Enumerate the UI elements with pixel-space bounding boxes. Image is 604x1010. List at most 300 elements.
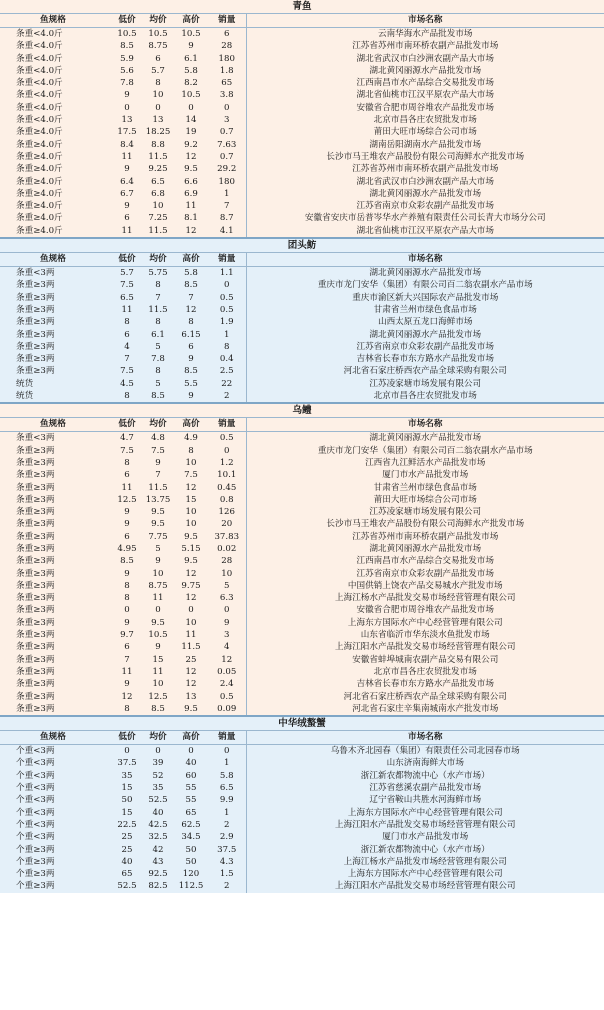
cell-low-price: 35 bbox=[121, 770, 133, 781]
cell-avg-price: 5.75 bbox=[148, 268, 168, 279]
cell-high-price: 8 bbox=[188, 445, 194, 456]
cell-volume: 0.05 bbox=[217, 666, 237, 677]
cell-high-price: 55 bbox=[185, 783, 197, 794]
cell-avg-price: 5.7 bbox=[151, 65, 165, 76]
cell-high-price: 19 bbox=[185, 127, 197, 138]
cell-volume: 0 bbox=[224, 280, 230, 291]
cell-volume: 1.9 bbox=[219, 317, 234, 328]
cell-spec: 条重≥3两 bbox=[16, 593, 55, 604]
cell-volume: 1.2 bbox=[219, 457, 234, 468]
cell-market-name: 安徽省安庆市岳普岑华水产养殖有限责任公司长青大市场分公司 bbox=[246, 212, 604, 224]
table-row bbox=[0, 65, 604, 77]
cell-high-price: 11.5 bbox=[181, 642, 201, 653]
cell-volume: 0.45 bbox=[217, 482, 237, 493]
cell-high-price: 4.9 bbox=[184, 433, 198, 444]
cell-volume: 5 bbox=[224, 580, 230, 591]
cell-low-price: 6 bbox=[124, 213, 130, 224]
cell-avg-price: 0 bbox=[155, 102, 161, 113]
cell-volume: 0.8 bbox=[219, 494, 234, 505]
cell-avg-price: 9 bbox=[155, 457, 161, 468]
cell-low-price: 52.5 bbox=[117, 881, 137, 892]
column-header-high-price: 高价 bbox=[174, 418, 208, 432]
cell-market-name: 辽宁省鞍山共胜水河海鲜市场 bbox=[246, 794, 604, 806]
cell-avg-price: 9 bbox=[155, 556, 161, 567]
cell-high-price: 9.2 bbox=[184, 139, 198, 150]
cell-volume: 4 bbox=[224, 642, 230, 653]
cell-high-price: 5.8 bbox=[184, 65, 198, 76]
cell-volume: 5.8 bbox=[219, 770, 234, 781]
cell-volume: 6.5 bbox=[219, 783, 234, 794]
cell-volume: 0.5 bbox=[219, 304, 234, 315]
section-title: 中华绒螯蟹 bbox=[0, 717, 604, 731]
cell-high-price: 60 bbox=[185, 770, 197, 781]
table-row bbox=[0, 831, 604, 843]
cell-low-price: 8.5 bbox=[120, 41, 134, 52]
cell-avg-price: 32.5 bbox=[148, 832, 168, 843]
price-table bbox=[0, 14, 604, 237]
cell-avg-price: 6.5 bbox=[151, 176, 165, 187]
cell-low-price: 0 bbox=[124, 605, 130, 616]
cell-market-name: 上海江阳水产品批发交易市场经营管理有限公司 bbox=[246, 641, 604, 653]
cell-high-price: 12 bbox=[185, 225, 197, 236]
cell-market-name: 江西省九江鲜活水产品批发市场 bbox=[246, 457, 604, 469]
cell-market-name: 江苏省慈溪农副产品批发市场 bbox=[246, 782, 604, 794]
table-row bbox=[0, 378, 604, 390]
column-header-spec: 鱼规格 bbox=[0, 731, 112, 745]
cell-low-price: 9 bbox=[124, 568, 130, 579]
cell-low-price: 7.5 bbox=[120, 445, 134, 456]
cell-avg-price: 10 bbox=[152, 90, 164, 101]
cell-volume: 7.63 bbox=[217, 139, 237, 150]
cell-low-price: 11 bbox=[121, 304, 133, 315]
cell-spec: 条重<4.0斤 bbox=[16, 115, 63, 126]
column-header-spec: 鱼规格 bbox=[0, 14, 112, 28]
table-row bbox=[0, 212, 604, 224]
cell-avg-price: 43 bbox=[152, 856, 164, 867]
cell-market-name: 长沙市马王堆农产品股份有限公司海鲜水产批发市场 bbox=[246, 518, 604, 530]
cell-avg-price: 9.5 bbox=[151, 617, 165, 628]
cell-low-price: 8.4 bbox=[120, 139, 134, 150]
cell-market-name: 中国供销上饶农产品交易城水产批发市场 bbox=[246, 580, 604, 592]
cell-spec: 条重≥3两 bbox=[16, 354, 55, 365]
cell-spec: 条重≥3两 bbox=[16, 341, 55, 352]
table-row bbox=[0, 666, 604, 678]
cell-spec: 条重≥4.0斤 bbox=[16, 213, 63, 224]
cell-spec: 个重≥3两 bbox=[16, 856, 55, 867]
cell-volume: 9 bbox=[224, 617, 230, 628]
cell-market-name: 湖南岳阳湖南水产品批发市场 bbox=[246, 139, 604, 151]
cell-spec: 条重≥3两 bbox=[16, 304, 55, 315]
table-header-row bbox=[0, 253, 604, 267]
table-row bbox=[0, 225, 604, 237]
cell-avg-price: 11 bbox=[152, 593, 164, 604]
cell-high-price: 8.5 bbox=[184, 280, 198, 291]
cell-market-name: 江苏省南京市众彩农副产品批发市场 bbox=[246, 568, 604, 580]
cell-spec: 条重≥3两 bbox=[16, 470, 55, 481]
cell-high-price: 8.2 bbox=[184, 78, 198, 89]
cell-high-price: 55 bbox=[185, 795, 197, 806]
cell-spec: 条重≥3两 bbox=[16, 630, 55, 641]
cell-avg-price: 15 bbox=[152, 654, 164, 665]
cell-market-name: 江苏省南京市众彩农副产品批发市场 bbox=[246, 200, 604, 212]
cell-spec: 个重<3两 bbox=[16, 746, 55, 757]
cell-market-name: 江苏省南京市众彩农副产品批发市场 bbox=[246, 341, 604, 353]
cell-market-name: 安徽省合肥市周谷堆农产品批发市场 bbox=[246, 102, 604, 114]
table-row bbox=[0, 678, 604, 690]
cell-volume: 20 bbox=[221, 519, 233, 530]
cell-market-name: 山东省临沂市华东淡水鱼批发市场 bbox=[246, 629, 604, 641]
cell-volume: 180 bbox=[218, 176, 235, 187]
cell-spec: 条重≥3两 bbox=[16, 329, 55, 340]
cell-volume: 0.7 bbox=[219, 151, 234, 162]
cell-low-price: 11 bbox=[121, 225, 133, 236]
table-row bbox=[0, 126, 604, 138]
cell-low-price: 13 bbox=[121, 115, 133, 126]
table-row bbox=[0, 654, 604, 666]
cell-spec: 条重≥3两 bbox=[16, 543, 55, 554]
cell-volume: 180 bbox=[218, 53, 235, 64]
table-row bbox=[0, 531, 604, 543]
cell-low-price: 65 bbox=[121, 869, 133, 880]
cell-low-price: 37.5 bbox=[117, 758, 137, 769]
cell-low-price: 17.5 bbox=[117, 127, 137, 138]
cell-avg-price: 13 bbox=[152, 115, 164, 126]
cell-market-name: 重庆市龙门安华（集团）有限公司百二翁农副水产品市场 bbox=[246, 445, 604, 457]
cell-avg-price: 9 bbox=[155, 642, 161, 653]
cell-volume: 9.9 bbox=[219, 795, 234, 806]
cell-low-price: 7 bbox=[124, 354, 130, 365]
cell-market-name: 山东济南海鲜大市场 bbox=[246, 757, 604, 769]
cell-low-price: 40 bbox=[121, 856, 133, 867]
table-row bbox=[0, 691, 604, 703]
cell-market-name: 长沙市马王堆农产品股份有限公司海鲜水产批发市场 bbox=[246, 151, 604, 163]
cell-low-price: 6.5 bbox=[120, 292, 134, 303]
cell-low-price: 9 bbox=[124, 507, 130, 518]
cell-high-price: 13 bbox=[185, 691, 197, 702]
cell-spec: 个重≥3两 bbox=[16, 844, 55, 855]
table-row bbox=[0, 794, 604, 806]
table-row bbox=[0, 292, 604, 304]
column-header-high-price: 高价 bbox=[174, 253, 208, 267]
cell-low-price: 11 bbox=[121, 151, 133, 162]
price-table bbox=[0, 418, 604, 715]
cell-spec: 条重<3两 bbox=[16, 268, 55, 279]
cell-market-name: 河北省石家庄桥西农产品全球采购有限公司 bbox=[246, 365, 604, 377]
cell-volume: 8 bbox=[224, 341, 230, 352]
cell-avg-price: 5 bbox=[155, 543, 161, 554]
cell-high-price: 6.6 bbox=[184, 176, 198, 187]
table-row bbox=[0, 53, 604, 65]
cell-volume: 0.5 bbox=[219, 691, 234, 702]
cell-avg-price: 8 bbox=[155, 317, 161, 328]
cell-market-name: 重庆市渝区新大兴国际农产品批发市场 bbox=[246, 292, 604, 304]
cell-market-name: 湖北黄冈丽源水产品批发市场 bbox=[246, 432, 604, 445]
cell-spec: 条重≥4.0斤 bbox=[16, 225, 63, 236]
table-row bbox=[0, 568, 604, 580]
cell-high-price: 8.5 bbox=[184, 366, 198, 377]
cell-high-price: 0 bbox=[188, 102, 194, 113]
cell-market-name: 浙江新农都物流中心（水产市场） bbox=[246, 770, 604, 782]
cell-avg-price: 7.5 bbox=[151, 445, 165, 456]
cell-volume: 0 bbox=[224, 102, 230, 113]
column-header-market-name: 市场名称 bbox=[246, 14, 604, 28]
cell-volume: 12 bbox=[221, 654, 233, 665]
cell-market-name: 莆田大旺市场综合公司市场 bbox=[246, 126, 604, 138]
cell-low-price: 9 bbox=[124, 519, 130, 530]
section bbox=[0, 717, 604, 893]
price-table bbox=[0, 253, 604, 402]
cell-high-price: 25 bbox=[185, 654, 197, 665]
cell-high-price: 14 bbox=[185, 115, 197, 126]
cell-volume: 0.5 bbox=[219, 292, 234, 303]
cell-spec: 条重≥4.0斤 bbox=[16, 201, 63, 212]
cell-volume: 7 bbox=[224, 201, 230, 212]
section-title: 青鱼 bbox=[0, 0, 604, 14]
cell-avg-price: 12.5 bbox=[148, 691, 168, 702]
cell-low-price: 8 bbox=[124, 703, 130, 714]
table-row bbox=[0, 880, 604, 892]
cell-market-name: 吉林省长春市东方路水产品批发市场 bbox=[246, 353, 604, 365]
table-row bbox=[0, 757, 604, 769]
cell-high-price: 50 bbox=[185, 844, 197, 855]
cell-high-price: 34.5 bbox=[181, 832, 201, 843]
table-row bbox=[0, 267, 604, 280]
cell-low-price: 50 bbox=[121, 795, 133, 806]
cell-volume: 1 bbox=[224, 758, 230, 769]
column-header-avg-price: 均价 bbox=[142, 14, 174, 28]
cell-low-price: 11 bbox=[121, 666, 133, 677]
cell-market-name: 江苏省苏州市南环桥农副产品批发市场 bbox=[246, 163, 604, 175]
cell-low-price: 7 bbox=[124, 654, 130, 665]
table-row bbox=[0, 353, 604, 365]
cell-market-name: 乌鲁木齐北园春（集团）有限责任公司北园春市场 bbox=[246, 745, 604, 758]
cell-avg-price: 10 bbox=[152, 679, 164, 690]
table-row bbox=[0, 89, 604, 101]
cell-avg-price: 7 bbox=[155, 470, 161, 481]
cell-market-name: 湖北省仙桃市江汉平原农产品大市场 bbox=[246, 225, 604, 237]
cell-high-price: 9.5 bbox=[184, 556, 198, 567]
cell-spec: 条重<3两 bbox=[16, 433, 55, 444]
cell-market-name: 上海东方国际水产中心经营管理有限公司 bbox=[246, 617, 604, 629]
table-row bbox=[0, 555, 604, 567]
cell-market-name: 厦门市水产品批发市场 bbox=[246, 469, 604, 481]
table-row bbox=[0, 868, 604, 880]
column-header-volume: 销量 bbox=[208, 14, 246, 28]
cell-market-name: 山西太原五龙口海鲜市场 bbox=[246, 316, 604, 328]
cell-avg-price: 8 bbox=[155, 280, 161, 291]
cell-spec: 条重≥3两 bbox=[16, 605, 55, 616]
cell-low-price: 15 bbox=[121, 807, 133, 818]
cell-avg-price: 10 bbox=[152, 201, 164, 212]
cell-high-price: 15 bbox=[185, 494, 197, 505]
cell-high-price: 8.1 bbox=[184, 213, 198, 224]
cell-low-price: 9.7 bbox=[120, 630, 134, 641]
cell-high-price: 11 bbox=[185, 630, 197, 641]
cell-volume: 1.8 bbox=[219, 65, 234, 76]
cell-low-price: 6.4 bbox=[120, 176, 134, 187]
cell-volume: 4.3 bbox=[219, 856, 234, 867]
cell-market-name: 江西南昌市水产品综合交易批发市场 bbox=[246, 77, 604, 89]
cell-spec: 条重≥3两 bbox=[16, 507, 55, 518]
table-row bbox=[0, 592, 604, 604]
cell-volume: 6 bbox=[224, 29, 230, 39]
cell-market-name: 厦门市水产品批发市场 bbox=[246, 831, 604, 843]
cell-low-price: 6 bbox=[124, 531, 130, 542]
cell-low-price: 0 bbox=[124, 102, 130, 113]
cell-market-name: 湖北黄冈丽源水产品批发市场 bbox=[246, 65, 604, 77]
column-header-high-price: 高价 bbox=[174, 731, 208, 745]
cell-avg-price: 7.75 bbox=[148, 531, 168, 542]
section bbox=[0, 0, 604, 239]
table-row bbox=[0, 365, 604, 377]
cell-market-name: 江苏省苏州市南环桥农副产品批发市场 bbox=[246, 40, 604, 52]
cell-high-price: 120 bbox=[182, 869, 200, 880]
table-row bbox=[0, 40, 604, 52]
cell-volume: 0.02 bbox=[217, 543, 237, 554]
cell-low-price: 12 bbox=[121, 691, 133, 702]
cell-spec: 个重<3两 bbox=[16, 807, 55, 818]
cell-market-name: 安徽省合肥市周谷堆农产品批发市场 bbox=[246, 604, 604, 616]
cell-volume: 1 bbox=[224, 329, 230, 340]
cell-avg-price: 11.5 bbox=[148, 225, 168, 236]
cell-market-name: 上海东方国际水产中心经营管理有限公司 bbox=[246, 807, 604, 819]
cell-spec: 条重≥3两 bbox=[16, 292, 55, 303]
cell-avg-price: 8 bbox=[155, 78, 161, 89]
cell-spec: 条重≥3两 bbox=[16, 366, 55, 377]
table-row bbox=[0, 151, 604, 163]
column-header-volume: 销量 bbox=[208, 253, 246, 267]
cell-avg-price: 4.8 bbox=[151, 433, 165, 444]
table-row bbox=[0, 316, 604, 328]
cell-high-price: 112.5 bbox=[178, 881, 204, 892]
cell-avg-price: 9.5 bbox=[151, 507, 165, 518]
cell-low-price: 9 bbox=[124, 617, 130, 628]
cell-volume: 8.7 bbox=[219, 213, 234, 224]
cell-spec: 条重≥3两 bbox=[16, 317, 55, 328]
cell-low-price: 6.7 bbox=[120, 188, 134, 199]
cell-spec: 条重≥3两 bbox=[16, 580, 55, 591]
cell-high-price: 12 bbox=[185, 568, 197, 579]
cell-low-price: 8 bbox=[124, 457, 130, 468]
cell-avg-price: 52 bbox=[152, 770, 164, 781]
cell-market-name: 湖北黄冈丽源水产品批发市场 bbox=[246, 543, 604, 555]
table-row bbox=[0, 518, 604, 530]
table-row bbox=[0, 341, 604, 353]
cell-low-price: 7.5 bbox=[120, 280, 134, 291]
table-row bbox=[0, 28, 604, 41]
cell-spec: 统货 bbox=[16, 378, 34, 389]
cell-market-name: 湖北黄冈丽源水产品批发市场 bbox=[246, 267, 604, 280]
cell-spec: 条重≥3两 bbox=[16, 654, 55, 665]
cell-spec: 条重≥3两 bbox=[16, 617, 55, 628]
cell-spec: 个重<3两 bbox=[16, 770, 55, 781]
cell-market-name: 湖北省仙桃市江汉平原农产品大市场 bbox=[246, 89, 604, 101]
cell-volume: 3 bbox=[224, 630, 230, 641]
cell-high-price: 9.75 bbox=[181, 580, 201, 591]
cell-low-price: 8 bbox=[124, 580, 130, 591]
cell-market-name: 上海江杨水产品批发交易市场经营管理有限公司 bbox=[246, 592, 604, 604]
cell-spec: 条重≥3两 bbox=[16, 703, 55, 714]
cell-spec: 个重<3两 bbox=[16, 758, 55, 769]
cell-low-price: 4 bbox=[124, 341, 130, 352]
cell-high-price: 9.5 bbox=[184, 703, 198, 714]
cell-low-price: 6 bbox=[124, 642, 130, 653]
cell-spec: 条重≥4.0斤 bbox=[16, 188, 63, 199]
cell-high-price: 5.5 bbox=[184, 378, 198, 389]
cell-high-price: 8 bbox=[188, 317, 194, 328]
cell-spec: 条重≥3两 bbox=[16, 494, 55, 505]
cell-high-price: 12 bbox=[185, 151, 197, 162]
cell-high-price: 10.5 bbox=[181, 90, 201, 101]
table-row bbox=[0, 703, 604, 715]
section-title: 团头鲂 bbox=[0, 239, 604, 253]
cell-avg-price: 5 bbox=[155, 378, 161, 389]
cell-avg-price: 8.8 bbox=[151, 139, 165, 150]
column-header-spec: 鱼规格 bbox=[0, 418, 112, 432]
cell-low-price: 9 bbox=[124, 679, 130, 690]
cell-high-price: 10 bbox=[185, 507, 197, 518]
section bbox=[0, 239, 604, 404]
cell-avg-price: 6.1 bbox=[151, 329, 165, 340]
cell-market-name: 上海东方国际水产中心经营管理有限公司 bbox=[246, 868, 604, 880]
cell-low-price: 12.5 bbox=[117, 494, 137, 505]
column-header-low-price: 低价 bbox=[112, 14, 142, 28]
cell-spec: 条重≥4.0斤 bbox=[16, 139, 63, 150]
cell-avg-price: 11.5 bbox=[148, 482, 168, 493]
cell-avg-price: 18.25 bbox=[145, 127, 171, 138]
cell-low-price: 15 bbox=[121, 783, 133, 794]
cell-avg-price: 10 bbox=[152, 568, 164, 579]
cell-avg-price: 42 bbox=[152, 844, 164, 855]
cell-spec: 条重≥4.0斤 bbox=[16, 164, 63, 175]
cell-low-price: 25 bbox=[121, 832, 133, 843]
table-row bbox=[0, 390, 604, 402]
cell-avg-price: 9.25 bbox=[148, 164, 168, 175]
table-row bbox=[0, 629, 604, 641]
cell-high-price: 12 bbox=[185, 679, 197, 690]
cell-high-price: 0 bbox=[188, 605, 194, 616]
table-row bbox=[0, 745, 604, 758]
cell-spec: 条重≥3两 bbox=[16, 568, 55, 579]
column-header-volume: 销量 bbox=[208, 731, 246, 745]
cell-low-price: 9 bbox=[124, 164, 130, 175]
cell-high-price: 6.15 bbox=[181, 329, 201, 340]
column-header-spec: 鱼规格 bbox=[0, 253, 112, 267]
table-row bbox=[0, 200, 604, 212]
table-row bbox=[0, 506, 604, 518]
cell-spec: 条重<4.0斤 bbox=[16, 90, 63, 101]
cell-avg-price: 42.5 bbox=[148, 819, 168, 830]
table-row bbox=[0, 445, 604, 457]
cell-volume: 28 bbox=[221, 556, 233, 567]
cell-spec: 条重≥4.0斤 bbox=[16, 151, 63, 162]
cell-volume: 3 bbox=[224, 115, 230, 126]
cell-volume: 0 bbox=[224, 605, 230, 616]
cell-avg-price: 92.5 bbox=[148, 869, 168, 880]
cell-spec: 个重≥3两 bbox=[16, 881, 55, 892]
table-header-row bbox=[0, 731, 604, 745]
cell-volume: 0.4 bbox=[219, 354, 234, 365]
cell-spec: 条重≥3两 bbox=[16, 691, 55, 702]
cell-spec: 条重≥3两 bbox=[16, 666, 55, 677]
cell-avg-price: 39 bbox=[152, 758, 164, 769]
cell-market-name: 湖北省武汉市白沙洲农副产品大市场 bbox=[246, 176, 604, 188]
cell-spec: 条重≥4.0斤 bbox=[16, 127, 63, 138]
cell-volume: 37.83 bbox=[214, 531, 240, 542]
cell-spec: 条重<4.0斤 bbox=[16, 29, 63, 39]
cell-high-price: 10 bbox=[185, 519, 197, 530]
cell-spec: 条重≥3两 bbox=[16, 531, 55, 542]
